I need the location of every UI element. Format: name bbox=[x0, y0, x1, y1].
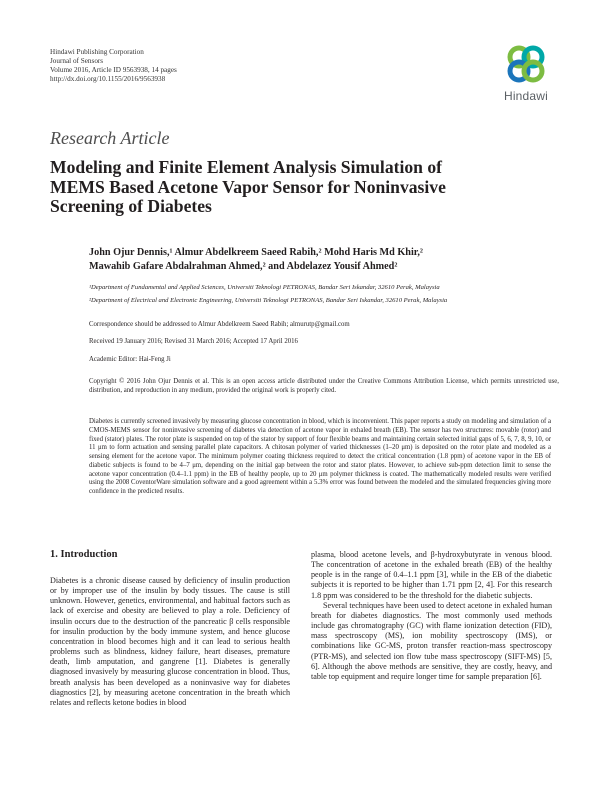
article-title bbox=[50, 158, 550, 217]
publication-dates: Received 19 January 2016; Revised 31 March 2016; Accepted 17 April 2016 bbox=[89, 338, 298, 345]
publisher-name: Hindawi Publishing Corporation bbox=[50, 48, 144, 56]
abstract: Diabetes is currently screened invasively by measuring glucose concentration in blood, which is inconvenient. This paper reports a study on modeling and simulation of a CMOS-MEMS sensor for noninvasive screening of diabetes via detection of acetone vapor in exhaled breath (EB). The sensor has two structures: movable (rotor) and fixed (stator) plates. The rotor plate is suspended on top of the stator by support of four flexible beams and maintaining certain selected initial gaps of 5, 6, 7, 8, 9, 10, or 11 μm to form actuation and sensing parallel plate capacitors. A chitosan polymer of varied thicknesses (1–20 μm) is deposited on the rotor plate and modeled as a sensing element for the acetone vapor. The minimum polymer coating thickness required to detect the critical concentration (1.8 ppm) of acetone vapor in the EB of diabetic subjects is found to be 4–7 μm, depending on the initial gap between the rotor and stator plates. However, to achieve sub-ppm detection limit to sense the acetone vapor concentration (0.4–1.1 ppm) in the EB of healthy people, up to 20 μm polymer thickness is coated. The mathematically modeled results were verified using the 2008 CoventorWare simulation software and a good agreement within a 5.3% error was found between the modeled and the simulated frequencies giving more confidence in the predicted results. bbox=[89, 418, 551, 495]
paragraph: Several techniques have been used to detect acetone in exhaled human breath for diabetes diagnostics. The most commonly used methods include gas chromatography (GC) with flame ionization detection (FID), mass spectroscopy (MS), ion mobility spectroscopy (IMS), or combinations like GC-MS, proton transfer reaction-mass spectroscopy (PTR-MS), and selected ion flow tube mass spectroscopy (SIFT-MS) [5, 6]. Although the above methods are sensitive, they are costly, heavy, and table top equipment and require longer time for sample preparation [6]. bbox=[311, 600, 552, 681]
hindawi-logo bbox=[495, 40, 557, 108]
right-column bbox=[311, 550, 552, 682]
academic-editor: Academic Editor: Hai-Feng Ji bbox=[89, 356, 171, 363]
correspondence: Correspondence should be addressed to Almur Abdelkreem Saeed Rabih; almurutp@gmail.com bbox=[89, 321, 350, 328]
author-line: Mawahib Gafare Abdalrahman Ahmed,² and Abdelazez Yousif Ahmed² bbox=[89, 261, 398, 273]
title-line: MEMS Based Acetone Vapor Sensor for Noninvasive bbox=[50, 176, 446, 197]
left-column bbox=[50, 576, 290, 708]
affiliation-1: ¹Department of Fundamental and Applied Sciences, Universiti Teknologi PETRONAS, Bandar Seri Iskandar, 32610 Perak, Malaysia bbox=[89, 284, 440, 291]
logo-text: Hindawi bbox=[503, 89, 549, 103]
paragraph: plasma, blood acetone levels, and β-hydroxybutyrate in venous blood. The concentration of acetone in the exhaled breath (EB) of the healthy people is in the range of 0.4–1.1 ppm [3], while in the EB of the diabetic subjects it is reported to be higher than 1.71 ppm [2, 4]. For this research 1.8 ppm was considered to be the threshold for the diabetic subjects. bbox=[311, 550, 552, 600]
affiliation-2: ²Department of Electrical and Electronic Engineering, Universiti Teknologi PETRONAS, Bandar Seri Iskandar, 32610 Perak, Malaysia bbox=[89, 297, 448, 304]
paragraph: Diabetes is a chronic disease caused by deficiency of insulin production or by improper use of the insulin by body tissues. The cause is still unknown. However, genetics, environmental, and habitual factors such as lack of exercise and obesity are believed to play a role. Deficiency of insulin occurs due to the destruction of the pancreatic β cells responsible for insulin production by the body immune system, and hence glucose concentration in blood becomes high and it can lead to serious health problems such as blindness, kidney failure, heart diseases, premature death, limb amputation, and gangrene [1]. Diabetes is generally diagnosed invasively by measuring glucose concentration in blood. Thus, breath analysis has been developed as a noninvasive way for diabetes diagnostics [2], by measuring acetone concentration in the breath which relates and reflects ketone bodies in blood bbox=[50, 576, 290, 707]
title-line: Modeling and Finite Element Analysis Simulation of bbox=[50, 157, 442, 177]
journal-name: Journal of Sensors bbox=[50, 57, 104, 65]
volume-info: Volume 2016, Article ID 9563938, 14 pages bbox=[50, 66, 177, 74]
section-heading: 1. Introduction bbox=[50, 549, 118, 560]
author-line: John Ojur Dennis,¹ Almur Abdelkreem Saeed Rabih,² Mohd Haris Md Khir,² bbox=[89, 247, 423, 258]
journal-header bbox=[50, 48, 177, 84]
article-type: Research Article bbox=[50, 128, 170, 148]
title-line: Screening of Diabetes bbox=[50, 196, 212, 217]
copyright-notice: Copyright © 2016 John Ojur Dennis et al. This is an open access article distributed under the Creative Commons Attribution License, which permits unrestricted use, distribution, and reproduction in any medium, provided the original work is properly cited. bbox=[89, 378, 559, 394]
author-list bbox=[89, 246, 559, 275]
hindawi-logo-icon bbox=[502, 40, 550, 88]
doi-link[interactable]: http://dx.doi.org/10.1155/2016/9563938 bbox=[50, 75, 166, 83]
